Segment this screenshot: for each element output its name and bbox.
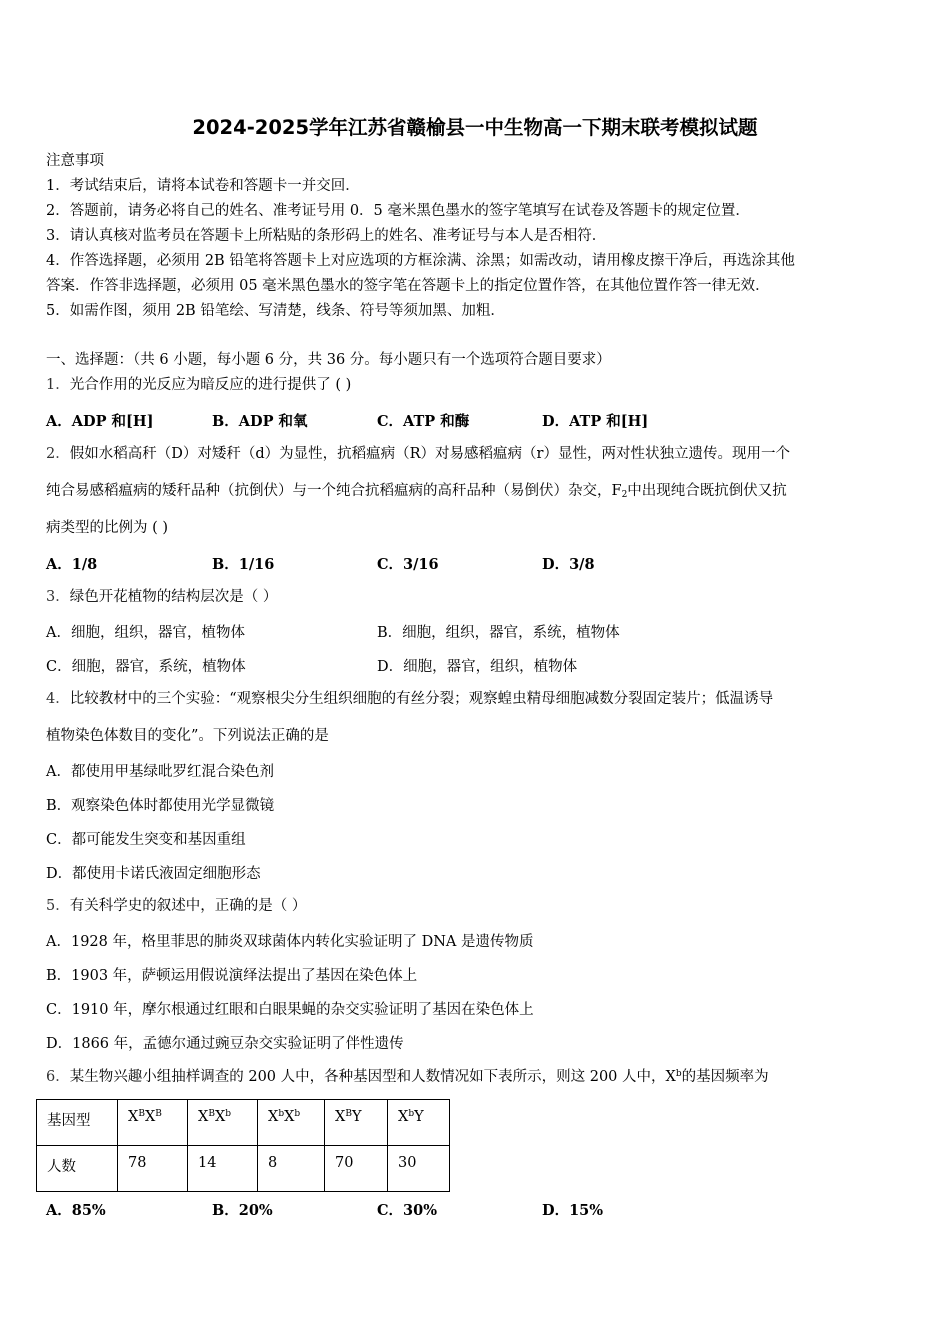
question-stem: 光合作用的光反应为暗反应的进行提供了 ( ) bbox=[69, 377, 352, 393]
notice-item: 1．考试结束后，请将本试卷和答题卡一并交回． bbox=[46, 178, 360, 194]
q3-option-c[interactable]: C．细胞，器官，系统，植物体 bbox=[46, 659, 246, 675]
q1-option-d[interactable]: D．ATP 和[H] bbox=[542, 413, 649, 430]
genotype-table bbox=[36, 1099, 450, 1192]
q5-option-d[interactable]: D．1866 年，孟德尔通过豌豆杂交实验证明了伴性遗传 bbox=[46, 1036, 404, 1052]
question-2-line-2 bbox=[46, 481, 902, 501]
question-stem-line: 纯合易感稻瘟病的矮秆品种（抗倒伏）与一个纯合抗稻瘟病的高秆品种（易倒伏）杂交，F bbox=[46, 483, 622, 499]
genotype-cell: $X^bY$ bbox=[388, 1100, 450, 1146]
q6-option-c[interactable]: C．30% bbox=[377, 1202, 437, 1219]
q6-option-a[interactable]: A．85% bbox=[46, 1202, 106, 1219]
notice-item: 4．作答选择题，必须用 2B 铅笔将答题卡上对应选项的方框涂满、涂黑；如需改动，请用橡皮擦干净后，再选涂其他 bbox=[46, 253, 795, 269]
question-stem-line: 中出现纯合既抗倒伏又抗 bbox=[627, 483, 787, 499]
q5-option-c[interactable]: C．1910 年，摩尔根通过红眼和白眼果蝇的杂交实验证明了基因在染色体上 bbox=[46, 1002, 534, 1018]
count-cell: 78 bbox=[118, 1146, 188, 1192]
page-title: 2024-2025学年江苏省赣榆县一中生物高一下期末联考模拟试题 bbox=[192, 116, 758, 139]
q2-option-b[interactable]: B．1/16 bbox=[212, 556, 275, 573]
q4-option-d[interactable]: D．都使用卡诺氏液固定细胞形态 bbox=[46, 866, 261, 882]
q4-option-c[interactable]: C．都可能发生突变和基因重组 bbox=[46, 832, 246, 848]
question-2-line-3: 病类型的比例为 ( ) bbox=[46, 520, 169, 536]
question-4-line-2: 植物染色体数目的变化”。下列说法正确的是 bbox=[46, 728, 329, 744]
question-4 bbox=[46, 689, 902, 709]
question-stem: 绿色开花植物的结构层次是（ ） bbox=[69, 589, 278, 605]
count-cell: 8 bbox=[258, 1146, 325, 1192]
genotype-cell: $X^BY$ bbox=[325, 1100, 388, 1146]
genotype-cell: $X^BX^b$ bbox=[188, 1100, 258, 1146]
question-number: 6． bbox=[46, 1069, 70, 1085]
question-6 bbox=[46, 1067, 902, 1087]
q6-option-d[interactable]: D．15% bbox=[542, 1202, 604, 1219]
q1-option-b[interactable]: B．ADP 和氧 bbox=[212, 413, 308, 430]
question-number: 1． bbox=[46, 377, 70, 393]
q4-option-a[interactable]: A．都使用甲基绿吡罗红混合染色剂 bbox=[46, 764, 274, 780]
table-row bbox=[37, 1146, 450, 1192]
q3-option-d[interactable]: D．细胞，器官，组织，植物体 bbox=[377, 659, 578, 675]
question-stem: 的基因频率为 bbox=[681, 1069, 769, 1085]
question-5 bbox=[46, 896, 902, 916]
q5-option-b[interactable]: B．1903 年，萨顿运用假说演绎法提出了基因在染色体上 bbox=[46, 968, 418, 984]
count-cell: 30 bbox=[388, 1146, 450, 1192]
superscript: b bbox=[675, 1069, 682, 1079]
notice-item: 5．如需作图，须用 2B 铅笔绘、写清楚，线条、符号等须加黑、加粗． bbox=[46, 303, 505, 319]
question-3 bbox=[46, 587, 902, 607]
section-heading: 一、选择题：（共 6 小题，每小题 6 分，共 36 分。每小题只有一个选项符合题目要求） bbox=[46, 352, 611, 368]
question-stem: 有关科学史的叙述中，正确的是（ ） bbox=[69, 898, 307, 914]
table-header-cell: 基因型 bbox=[37, 1100, 118, 1146]
q6-option-b[interactable]: B．20% bbox=[212, 1202, 273, 1219]
q2-option-d[interactable]: D．3/8 bbox=[542, 556, 595, 573]
question-1 bbox=[46, 375, 902, 395]
question-stem-line: 假如水稻高秆（D）对矮秆（d）为显性，抗稻瘟病（R）对易感稻瘟病（r）显性，两对性状独立遗传。现用一个 bbox=[69, 446, 790, 462]
question-number: 5． bbox=[46, 898, 70, 914]
q4-option-b[interactable]: B．观察染色体时都使用光学显微镜 bbox=[46, 798, 275, 814]
notice-item: 3．请认真核对监考员在答题卡上所粘贴的条形码上的姓名、准考证号与本人是否相符． bbox=[46, 228, 607, 244]
genotype-cell: $X^BX^B$ bbox=[118, 1100, 188, 1146]
question-number: 4． bbox=[46, 691, 70, 707]
question-stem: 某生物兴趣小组抽样调查的 200 人中，各种基因型和人数情况如下表所示，则这 200 人中，X bbox=[69, 1069, 676, 1085]
q2-option-c[interactable]: C．3/16 bbox=[377, 556, 439, 573]
table-header-cell: 人数 bbox=[37, 1146, 118, 1192]
q5-option-a[interactable]: A．1928 年，格里菲思的肺炎双球菌体内转化实验证明了 DNA 是遗传物质 bbox=[46, 934, 534, 950]
q3-option-a[interactable]: A．细胞，组织，器官，植物体 bbox=[46, 625, 245, 641]
q1-option-c[interactable]: C．ATP 和酶 bbox=[377, 413, 470, 430]
count-cell: 14 bbox=[188, 1146, 258, 1192]
notice-item: 2．答题前，请务必将自己的姓名、准考证号用 0．5 毫米黑色墨水的签字笔填写在试卷及答题卡的规定位置． bbox=[46, 203, 750, 219]
question-number: 3． bbox=[46, 589, 70, 605]
question-stem-line: 比较教材中的三个实验：“观察根尖分生组织细胞的有丝分裂；观察蝗虫精母细胞减数分裂固定装片；低温诱导 bbox=[69, 691, 774, 707]
question-2 bbox=[46, 444, 902, 464]
q3-option-b[interactable]: B．细胞，组织，器官，系统，植物体 bbox=[377, 625, 620, 641]
genotype-cell: $X^bX^b$ bbox=[258, 1100, 325, 1146]
count-cell: 70 bbox=[325, 1146, 388, 1192]
subscript: 2 bbox=[621, 490, 628, 500]
q1-option-a[interactable]: A．ADP 和[H] bbox=[46, 413, 154, 430]
table-row bbox=[37, 1100, 450, 1146]
q2-option-a[interactable]: A．1/8 bbox=[46, 556, 98, 573]
question-number: 2． bbox=[46, 446, 70, 462]
notice-heading: 注意事项 bbox=[46, 153, 104, 169]
notice-item: 答案．作答非选择题，必须用 05 毫米黑色墨水的签字笔在答题卡上的指定位置作答，在其他位置作答一律无效． bbox=[46, 278, 770, 294]
